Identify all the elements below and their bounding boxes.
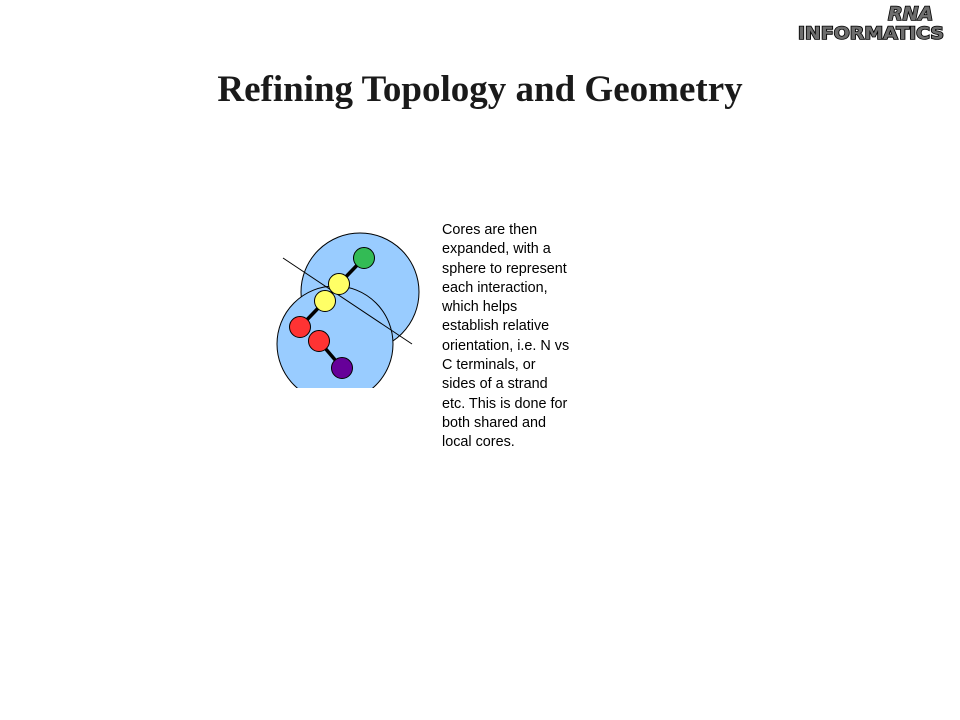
bead-red — [309, 331, 330, 352]
core-expansion-diagram — [275, 218, 425, 388]
caption-line: local cores. — [442, 434, 515, 451]
bead-red — [290, 317, 311, 338]
caption-line: C terminals, or — [442, 357, 536, 374]
bead-yellow — [315, 291, 336, 312]
bead-green — [354, 248, 375, 269]
rna-informatics-logo — [796, 2, 946, 44]
logo-line-informatics: INFORMATICS — [798, 24, 944, 44]
caption-line: each interaction, — [442, 279, 548, 296]
caption-line: expanded, with a — [442, 241, 551, 258]
bead-yellow — [329, 274, 350, 295]
bead-purple — [332, 358, 353, 379]
caption-line: both shared and — [442, 414, 547, 431]
logo-line-rna: RNA — [888, 3, 934, 25]
caption-text — [442, 221, 614, 453]
caption-line: sphere to represent — [442, 260, 567, 277]
caption-line: orientation, i.e. N vs — [442, 337, 570, 354]
caption-line: etc. This is done for — [442, 395, 568, 412]
caption-line: which helps — [442, 299, 518, 316]
slide-title: Refining Topology and Geometry — [217, 69, 743, 110]
caption-line: establish relative — [442, 318, 550, 335]
caption-line: Cores are then — [442, 222, 538, 238]
caption-line: sides of a strand — [442, 376, 548, 393]
